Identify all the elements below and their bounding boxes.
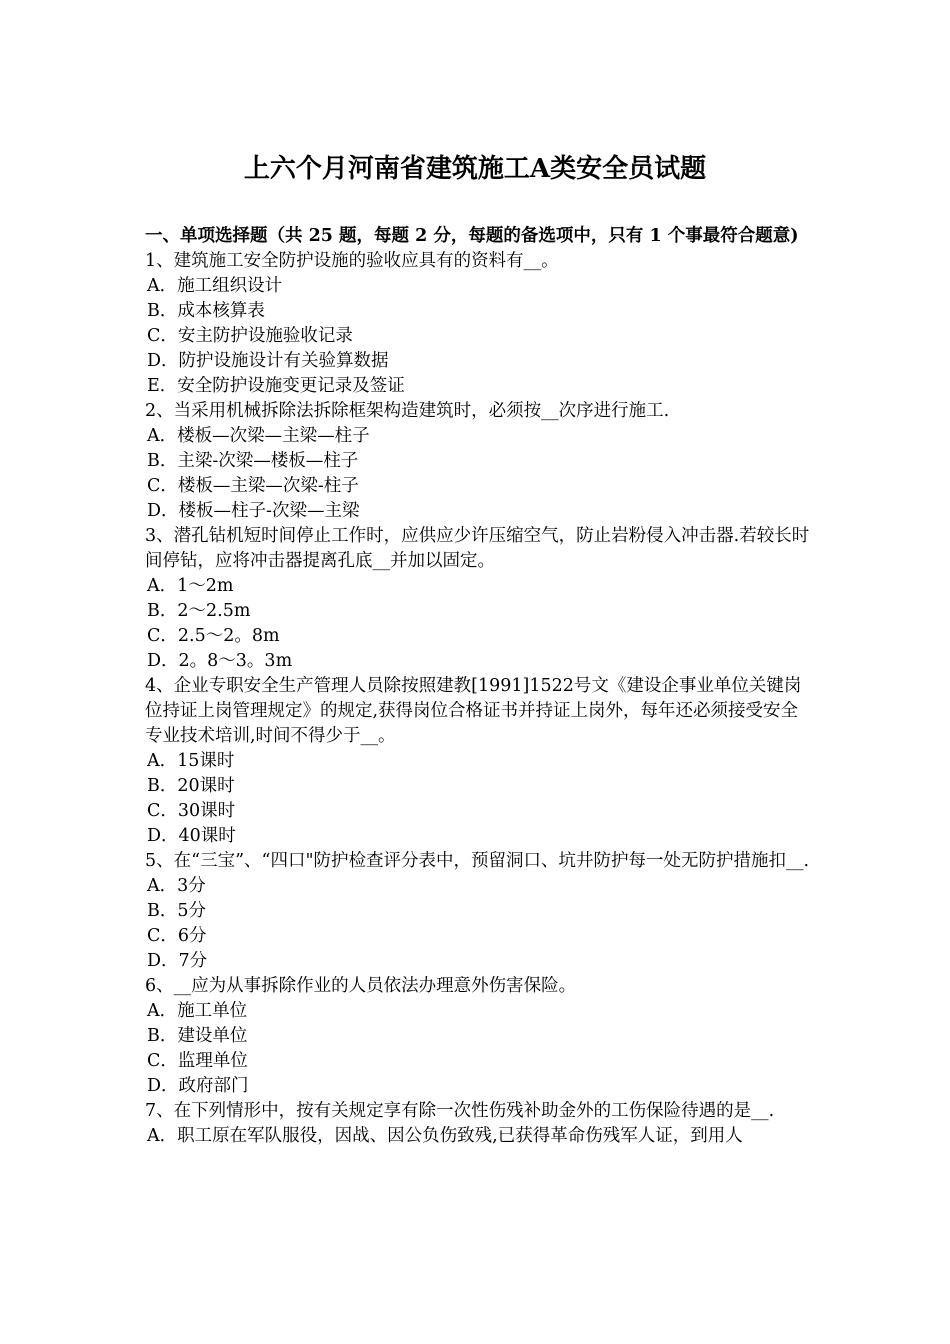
question-stem: 3、潜孔钻机短时间停止工作时，应供应少许压缩空气，防止岩粉侵入冲击器.若较长时间停钻，应将冲击器提离孔底__并加以固定。 [145, 526, 810, 571]
document-title: 上六个月河南省建筑施工A类安全员试题 [243, 154, 707, 184]
answer-option: D．40课时 [147, 826, 236, 846]
question-block [145, 399, 810, 524]
question-block [145, 974, 810, 1099]
answer-option: B．20课时 [147, 776, 235, 796]
answer-option: A．楼板—次梁—主梁—柱子 [147, 426, 370, 446]
question-stem: 7、在下列情形中，按有关规定享有除一次性伤残补助金外的工伤保险待遇的是__. [145, 1101, 775, 1121]
answer-option: A．职工原在军队服役，因战、因公负伤致残,已获得革命伤残军人证，到用人 [147, 1126, 743, 1146]
question-stem: 6、__应为从事拆除作业的人员依法办理意外伤害保险。 [145, 976, 577, 996]
answer-option: D．2。8～3。3m [147, 651, 293, 671]
answer-option: B．成本核算表 [147, 301, 265, 321]
question-stem: 4、企业专职安全生产管理人员除按照建教[1991]1522号文《建设企事业单位关键岗位持证上岗管理规定》的规定,获得岗位合格证书并持证上岗外，每年还必须接受安全专业技术培训,时间不得少于__。 [145, 676, 802, 746]
question-block [145, 674, 810, 849]
question-block [145, 849, 810, 974]
answer-option: A．施工单位 [147, 1001, 248, 1021]
question-stem: 1、建筑施工安全防护设施的验收应具有的资料有__。 [145, 251, 559, 271]
question-stem: 5、在“三宝”、“四口"防护检查评分表中，预留洞口、坑井防护每一处无防护措施扣__. [145, 851, 810, 871]
section-heading: 一、单项选择题（共 25 题，每题 2 分，每题的备选项中，只有 1 个事最符合题意) [145, 226, 799, 246]
answer-option: D．楼板—柱子-次梁—主梁 [147, 501, 360, 521]
answer-option: C．30课时 [147, 801, 236, 821]
answer-option: D．7分 [147, 951, 208, 971]
question-block [145, 524, 810, 674]
document-body [145, 224, 810, 1149]
answer-option: C．2.5～2。8m [147, 626, 280, 646]
answer-option: A．1～2m [147, 576, 234, 596]
answer-option: A．施工组织设计 [147, 276, 283, 296]
answer-option: A．3分 [147, 876, 206, 896]
answer-option: E．安全防护设施变更记录及签证 [147, 376, 405, 396]
answer-option: A．15课时 [147, 751, 235, 771]
answer-option: C．楼板—主梁—次梁-柱子 [147, 476, 359, 496]
answer-option: C．监理单位 [147, 1051, 248, 1071]
answer-option: D．防护设施设计有关验算数据 [147, 351, 389, 371]
question-block [145, 249, 810, 399]
answer-option: C．6分 [147, 926, 207, 946]
answer-option: D．政府部门 [147, 1076, 249, 1096]
question-block [145, 1099, 810, 1149]
answer-option: B．5分 [147, 901, 206, 921]
question-stem: 2、当采用机械拆除法拆除框架构造建筑时，必须按__次序进行施工. [145, 401, 670, 421]
answer-option: B．建设单位 [147, 1026, 248, 1046]
answer-option: C．安主防护设施验收记录 [147, 326, 353, 346]
answer-option: B．2～2.5m [147, 601, 251, 621]
answer-option: B．主梁-次梁—楼板—柱子 [147, 451, 359, 471]
